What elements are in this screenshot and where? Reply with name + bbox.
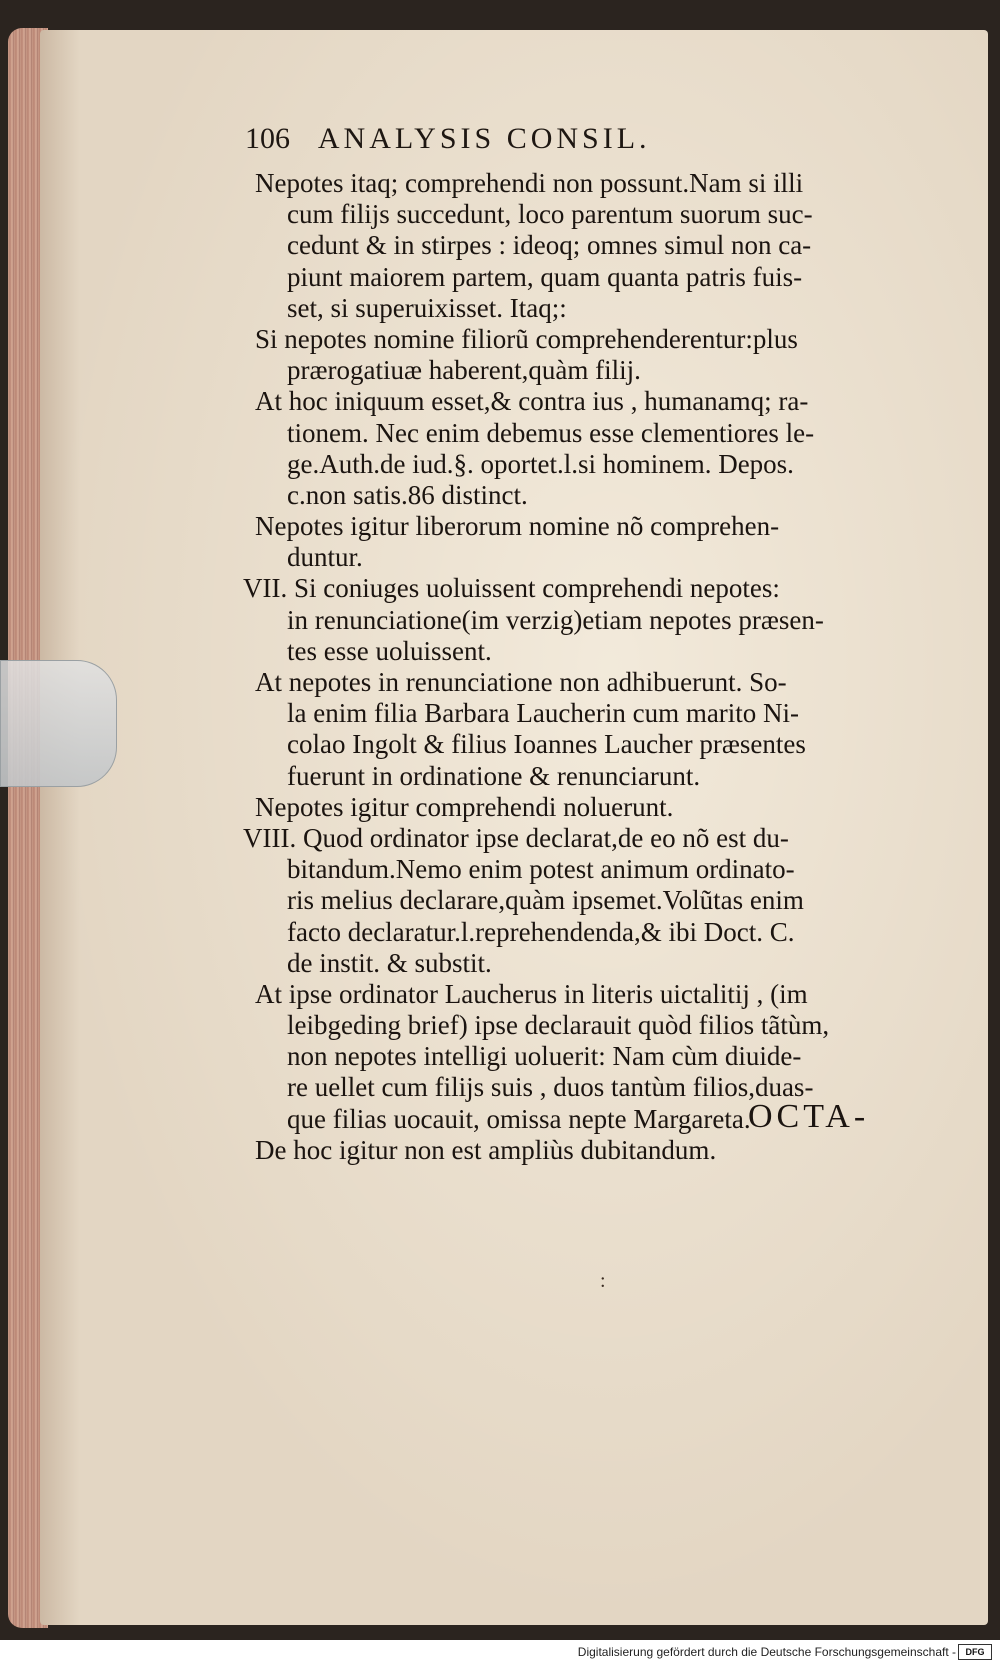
text-line: Nepotes igitur liberorum nomine nõ comprehen-: [255, 511, 780, 542]
running-title: ANALYSIS CONSIL.: [317, 122, 651, 155]
text-line: Nepotes itaq; comprehendi non possunt.Nam si illi: [255, 168, 804, 198]
text-line: duntur.: [287, 542, 363, 573]
text-line: At hoc iniquum esset,& contra ius , humanamq; ra-: [255, 386, 809, 417]
text-line: re uellet cum filijs suis , duos tantùm filios,duas-: [287, 1072, 814, 1103]
text-line: c.non satis.86 distinct.: [287, 479, 528, 510]
text-line: leibgeding brief) ipse declarauit quòd filios tãtùm,: [287, 1010, 830, 1041]
text-line: Si nepotes nomine filiorũ comprehenderentur:plus: [255, 323, 798, 354]
text-line: cedunt & in stirpes : ideoq; omnes simul non ca-: [287, 230, 812, 261]
funding-credit: Digitalisierung gefördert durch die Deutsche Forschungsgemeinschaft -: [577, 1645, 956, 1659]
text-line: cum filijs succedunt, loco parentum suorum suc-: [287, 199, 813, 230]
body-text: [243, 168, 895, 1166]
text-line: ris melius declarare,quàm ipsemet.Volũtas enim: [287, 885, 804, 916]
running-head: [245, 122, 865, 158]
text-line: ge.Auth.de iud.§. oportet.l.si hominem. Depos.: [287, 448, 794, 479]
text-line: tes esse uoluissent.: [287, 635, 492, 666]
text-line: At ipse ordinator Laucherus in literis uictalitij , (im: [255, 978, 808, 1009]
text-line: in renunciatione(im verzig)etiam nepotes præsen-: [287, 604, 824, 635]
text-line: non nepotes intelligi uoluerit: Nam cùm diuide-: [287, 1041, 802, 1072]
text-line: VIII. Quod ordinator ipse declarat,de eo nõ est du-: [243, 822, 789, 853]
text-line: de instit. & substit.: [287, 947, 492, 978]
text-line: tionem. Nec enim debemus esse clementiores le-: [287, 417, 815, 448]
text-line: Nepotes igitur comprehendi noluerunt.: [255, 791, 674, 822]
dfg-logo: DFG: [958, 1644, 992, 1660]
text-line: facto declaratur.l.reprehendenda,& ibi Doct. C.: [287, 916, 795, 947]
text-line: prærogatiuæ haberent,quàm filij.: [287, 355, 641, 386]
text-line: set, si superuixisset. Itaq;:: [287, 292, 567, 323]
page-clip: [0, 660, 117, 787]
stray-mark: :: [600, 1270, 606, 1292]
text-line: De hoc igitur non est ampliùs dubitandum.: [255, 1134, 717, 1165]
text-line: colao Ingolt & filius Ioannes Laucher præsentes: [287, 729, 806, 760]
catchword: OCTA-: [748, 1098, 870, 1135]
text-line: VII. Si coniuges uoluissent comprehendi nepotes:: [243, 573, 780, 604]
text-line: bitandum.Nemo enim potest animum ordinato-: [287, 854, 795, 885]
text-line: piunt maiorem partem, quam quanta patris fuis-: [287, 261, 803, 292]
text-line: que filias uocauit, omissa nepte Margareta.: [287, 1103, 751, 1134]
text-line: At nepotes in renunciatione non adhibuerunt. So-: [255, 667, 787, 697]
page-number: 106: [245, 122, 290, 155]
text-line: fuerunt in ordinatione & renunciarunt.: [287, 760, 701, 791]
text-line: la enim filia Barbara Laucherin cum marito Ni-: [287, 698, 800, 729]
